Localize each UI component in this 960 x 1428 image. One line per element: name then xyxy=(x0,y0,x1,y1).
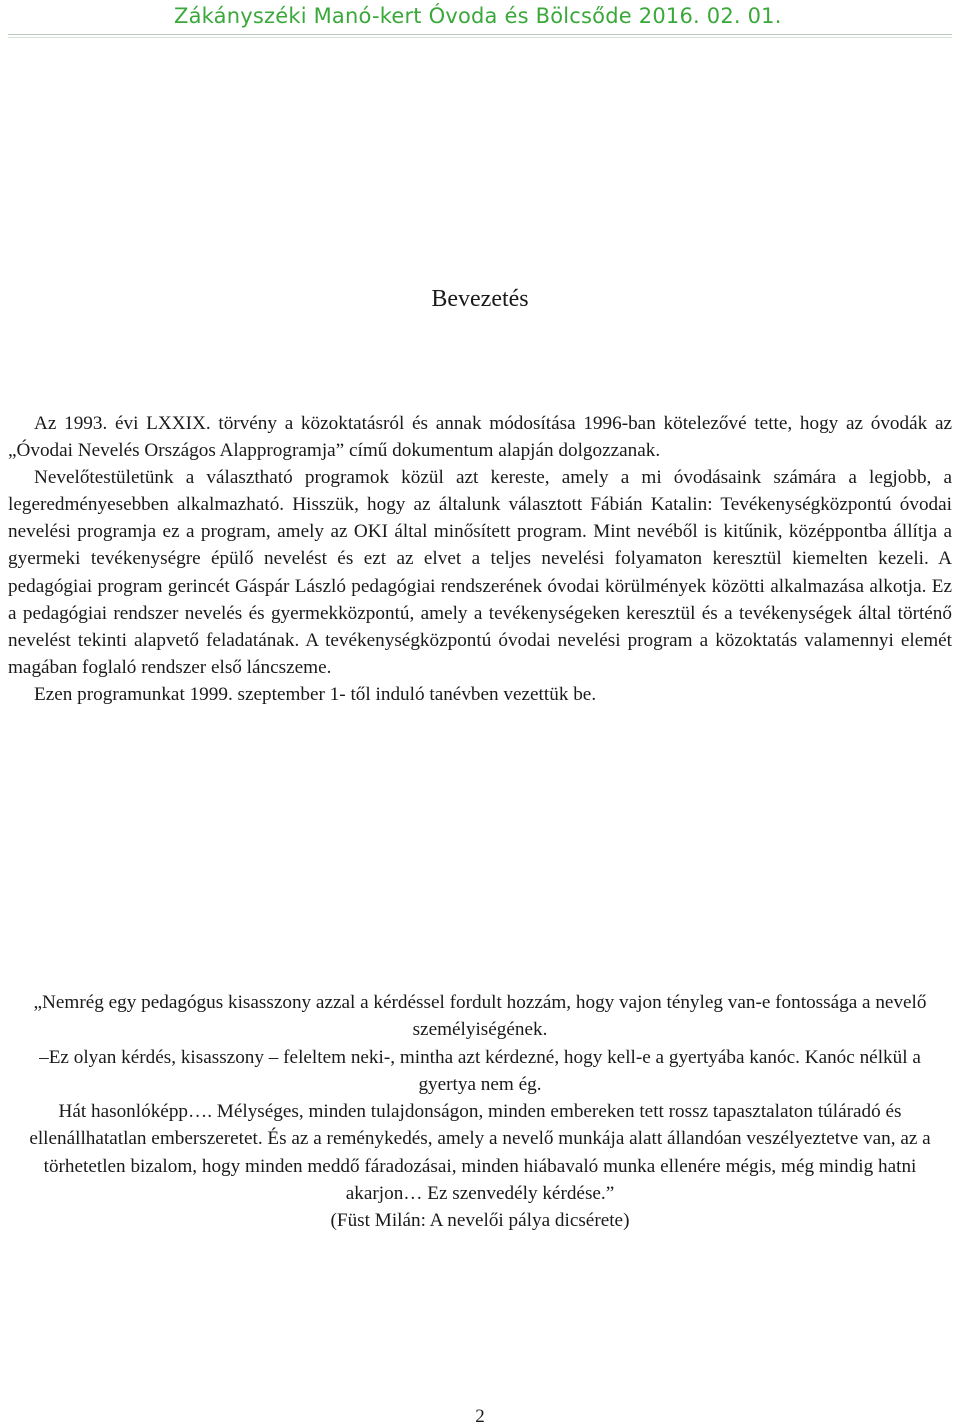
intro-paragraph-2: Nevelőtestületünk a választható programok közül azt kereste, amely a mi óvodásaink számára a legjobb, a legeredményesebben alkalmazható. Hisszük, hogy az általunk választott Fábián Katalin: Tevékenységközpontú óvodai nevelési programja ez a program, amely az OKI által minősített program. Mint nevéből is kitűnik, középpontba állítja a gyermeki tevékenységre épülő nevelést és ezt az elvet a teljes nevelési folyamaton keresztül kiemelten kezeli. A pedagógiai program gerincét Gáspár László pedagógiai rendszerének óvodai körülmények közötti alkalmazása alkotja. Ez a pedagógiai rendszer nevelés és gyermekközpontú, amely a tevékenységeken keresztül és a tevékenységek által történő nevelést tekinti alapvető feladatának. A tevékenységközpontú óvodai nevelési program a közoktatás valamennyi elemét magában foglaló rendszer első láncszeme. xyxy=(8,467,952,678)
quote-attribution: (Füst Milán: A nevelői pálya dicsérete) xyxy=(330,1210,630,1232)
intro-text xyxy=(8,410,952,708)
quote-line-2: –Ez olyan kérdés, kisasszony – feleltem neki-, mintha azt kérdezné, hogy kell-e a gyertyába kanóc. Kanóc nélkül a gyertya nem ég. xyxy=(39,1046,921,1095)
header-divider xyxy=(8,34,952,38)
quote-block xyxy=(8,989,952,1235)
section-heading: Bevezetés xyxy=(431,286,529,312)
quote-line-1: „Nemrég egy pedagógus kisasszony azzal a kérdéssel fordult hozzám, hogy vajon tényleg van-e fontossága a nevelő személyiségének. xyxy=(33,992,927,1041)
header-title: Zákányszéki Manó-kert Óvoda és Bölcsőde 2016. 02. 01. xyxy=(174,4,782,28)
page-header xyxy=(0,0,960,40)
intro-paragraph-3: Ezen programunkat 1999. szeptember 1- től induló tanévben vezettük be. xyxy=(34,683,597,705)
page-number: 2 xyxy=(475,1406,485,1427)
intro-paragraph-1: Az 1993. évi LXXIX. törvény a közoktatásról és annak módosítása 1996-ban kötelezővé tette, hogy az óvodák az „Óvodai Nevelés Országos Alapprogramja” című dokumentum alapján dolgozzanak. xyxy=(8,413,952,462)
quote-line-3: Hát hasonlóképp…. Mélységes, minden tulajdonságon, minden embereken tett rossz tapasztalaton túláradó és ellenállhatatlan emberszeretet. És az a reménykedés, amely a nevelő munkája alatt állandóan veszélyeztetve van, az a törhetetlen bizalom, hogy minden meddő fáradozásai, minden hiábavaló munka ellenére mégis, még mindig hatni akarjon… Ez szenvedély kérdése.” xyxy=(29,1101,931,1205)
